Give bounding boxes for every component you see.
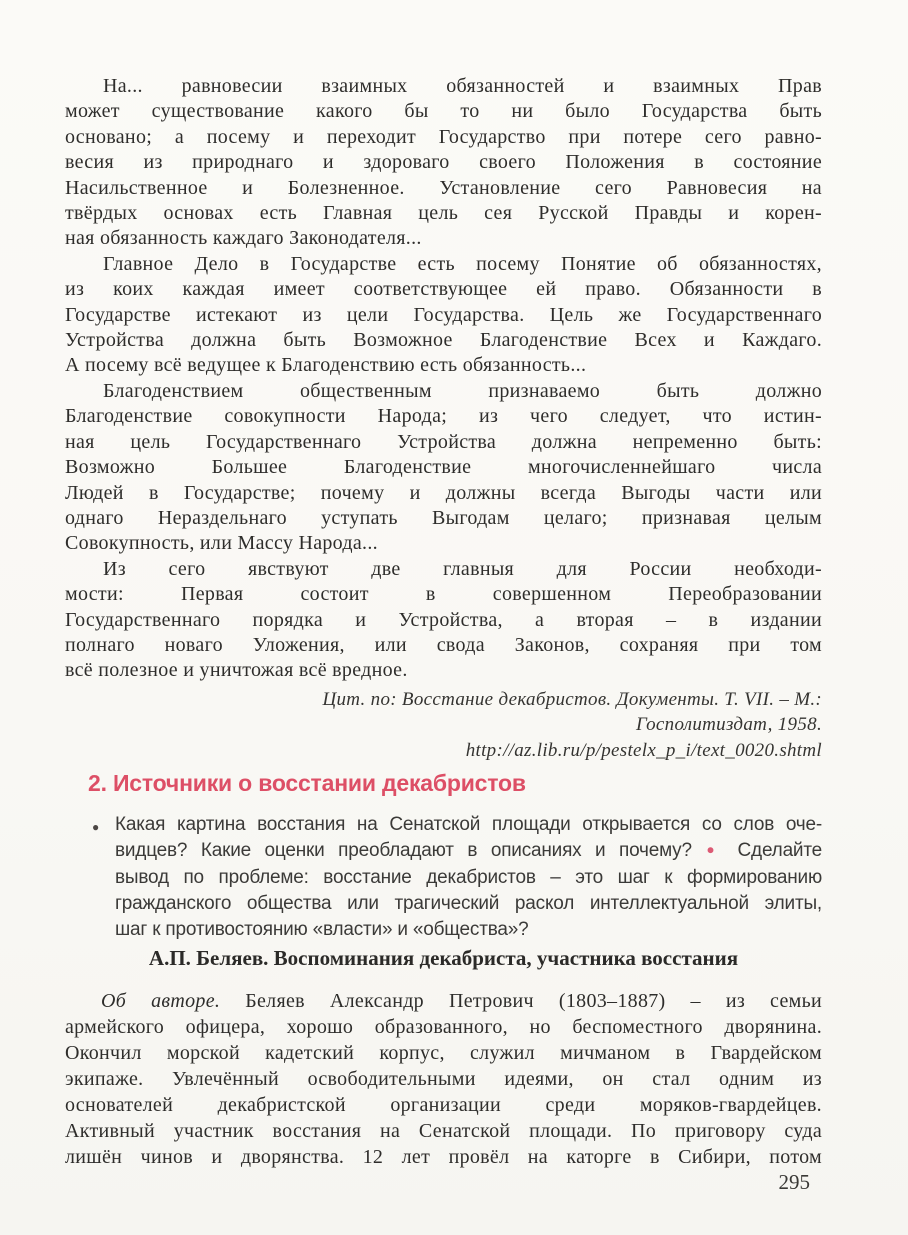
- text-line: Госполитиздат, 1958.: [635, 714, 822, 736]
- text-line: Совокупность, или Массу Народа...: [65, 532, 378, 555]
- text-line: [65, 988, 822, 1014]
- text-line: Окончил морской кадетский корпус, служил мичманом в Гвардейском: [65, 1042, 822, 1064]
- about-author-lines: [65, 1014, 822, 1170]
- text-line: Главное Дело в Государстве есть посему Понятие об обязанностях,: [103, 252, 822, 275]
- text-line: видцев? Какие оценки преобладают в описаниях и почему? ● Сделайте: [115, 840, 823, 861]
- text-line: шаг к противостоянию «власти» и «общества»?: [115, 919, 529, 940]
- text-line: Государственнаго порядка и Устройства, а вторая – в издании: [65, 608, 822, 631]
- text-line: основателей декабристской организации среди моряков-гвардейцев.: [65, 1094, 822, 1116]
- text-line: Из сего явствуют две главныя для России необходи-: [103, 557, 822, 580]
- text-line: Людей в Государстве; почему и должны всегда Выгоды части или: [65, 481, 822, 504]
- section-heading: 2. Источники о восстании декабристов: [88, 770, 526, 796]
- text-line: армейского офицера, хорошо образованного, но беспоместного дворянина.: [65, 1016, 822, 1038]
- excerpt-paragraph: [65, 74, 822, 252]
- text-line: однаго Нераздельнаго уступать Выгодам целаго; признавая целым: [65, 506, 822, 529]
- page-number: 295: [778, 1170, 810, 1194]
- excerpt-paragraph: [65, 379, 822, 557]
- about-author-lead: Об авторе.: [101, 990, 221, 1012]
- about-author-first-line-text: Беляев Александр Петрович (1803–1887) – из семьи: [220, 990, 822, 1012]
- text-line: Активный участник восстания на Сенатской площади. По приговору суда: [65, 1120, 822, 1142]
- text-line: гражданского общества или трагический раскол интеллектуальной элиты,: [115, 893, 822, 914]
- text-line: из коих каждая имеет соответствующее ей право. Обязанности в: [65, 278, 822, 301]
- text-line: Устройства должна быть Возможное Благоденствие Всех и Каждаго.: [65, 329, 822, 352]
- text-line: Благоденствием общественным признаваемо быть должно: [103, 379, 822, 402]
- text-line: Какая картина восстания на Сенатской площади открывается со слов оче-: [115, 814, 822, 835]
- text-line: Государстве истекают из цели Государства. Цель же Государственнаго: [65, 303, 822, 326]
- text-line: может существование какого бы то ни было Государства быть: [65, 100, 822, 123]
- source-citation: [65, 687, 822, 764]
- text-line: Благоденствие совокупности Народа; из чего следует, что истин-: [65, 405, 822, 428]
- text-line: полнаго новаго Уложения, или свода Законов, сохраняя при том: [65, 633, 822, 656]
- document-subheading: А.П. Беляев. Воспоминания декабриста, участника восстания: [148, 946, 739, 970]
- question-bullet-icon: ●: [92, 820, 100, 834]
- text-line: мости: Первая состоит в совершенном Переобразовании: [65, 583, 822, 606]
- about-author-paragraph: [65, 988, 822, 1170]
- text-line: Цит. по: Восстание декабристов. Документы. Т. VII. – М.:: [322, 688, 822, 710]
- text-line: Возможно Большее Благоденствие многочисленнейшаго числа: [65, 456, 822, 479]
- text-line: вывод по проблеме: восстание декабристов – это шаг к формированию: [115, 867, 822, 888]
- text-line: твёрдых основах есть Главная цель сея Русской Правды и корен-: [65, 202, 822, 225]
- document-excerpt: [65, 74, 822, 764]
- text-line: лишён чинов и дворянства. 12 лет провёл на каторге в Сибири, потом: [65, 1146, 822, 1168]
- text-line: экипаже. Увлечённый освободительными идеями, он стал одним из: [65, 1068, 822, 1090]
- text-line: ная обязанность каждаго Законодателя...: [65, 227, 422, 250]
- text-line: Насильственное и Болезненное. Установление сего Равновесия на: [65, 176, 822, 199]
- text-line: ная цель Государственнаго Устройства должна непременно быть:: [65, 430, 822, 453]
- excerpt-paragraph: [65, 252, 822, 379]
- text-line: На... равновесии взаимных обязанностей и взаимных Прав: [103, 75, 822, 97]
- text-line: http://az.lib.ru/p/pestelx_p_i/text_0020.shtml: [465, 739, 822, 761]
- questions-block: [115, 812, 822, 943]
- red-bullet-icon: ●: [706, 842, 723, 857]
- text-line: А посему всё ведущее к Благоденствию есть обязанность...: [65, 354, 587, 377]
- text-line: основано; а посему и переходит Государство при потере сего равно-: [65, 125, 822, 148]
- text-line: всё полезное и уничтожая всё вредное.: [65, 659, 408, 682]
- text-line: весия из природнаго и здороваго своего Положения в состояние: [65, 151, 822, 174]
- excerpt-paragraph: [65, 557, 822, 684]
